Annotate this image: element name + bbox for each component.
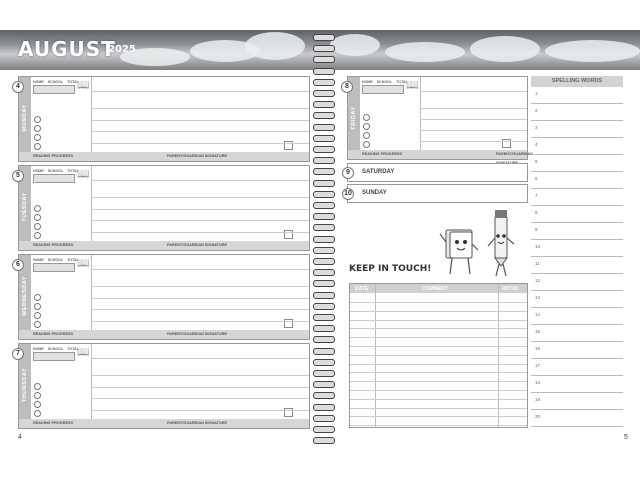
spiral-ring	[312, 236, 334, 241]
spiral-ring	[312, 101, 334, 106]
writing-line[interactable]	[91, 180, 309, 181]
subject-circle[interactable]	[34, 125, 41, 132]
spiral-ring	[312, 68, 334, 73]
table-row[interactable]	[350, 346, 527, 347]
writing-line[interactable]	[420, 130, 527, 131]
subject-circle[interactable]	[34, 232, 41, 239]
subject-circle[interactable]	[363, 141, 370, 148]
spelling-number: 12	[535, 278, 541, 283]
spelling-row[interactable]	[531, 155, 623, 172]
writing-line[interactable]	[91, 286, 309, 287]
time-labels	[33, 169, 83, 173]
time-labels	[33, 347, 83, 351]
subject-circle[interactable]	[34, 303, 41, 310]
column-divider	[91, 166, 92, 241]
spiral-ring	[312, 56, 334, 61]
spiral-ring	[312, 191, 334, 196]
writing-line[interactable]	[91, 410, 309, 411]
home-label: HOME	[362, 80, 373, 84]
spelling-number: 4	[535, 142, 538, 147]
table-row[interactable]	[350, 364, 527, 365]
minutes-boxes[interactable]	[33, 85, 75, 94]
day-block	[18, 165, 310, 251]
spiral-ring	[312, 359, 334, 364]
spiral-ring	[312, 404, 334, 409]
spelling-row[interactable]	[531, 104, 623, 121]
spelling-number: 3	[535, 125, 538, 130]
day-block	[18, 254, 310, 340]
spelling-row[interactable]	[531, 325, 623, 342]
signature-label: PARENT/GUARDIAN	[496, 152, 533, 156]
writing-line[interactable]	[420, 141, 527, 142]
keep-in-touch-table	[349, 283, 528, 428]
spiral-ring	[312, 280, 334, 285]
column-divider	[91, 77, 92, 152]
writing-line[interactable]	[91, 387, 309, 388]
subject-circle[interactable]	[34, 223, 41, 230]
subject-circle[interactable]	[34, 143, 41, 150]
day-name: TUESDAY	[22, 192, 28, 222]
day-name: SATURDAY	[362, 169, 395, 175]
writing-line[interactable]	[91, 309, 309, 310]
table-row[interactable]	[350, 390, 527, 391]
writing-line[interactable]	[91, 120, 309, 121]
subject-circle[interactable]	[34, 214, 41, 221]
spiral-ring	[312, 146, 334, 151]
open-book-icon: 📖	[77, 169, 90, 180]
writing-line[interactable]	[91, 143, 309, 144]
subject-circle[interactable]	[363, 114, 370, 121]
subject-circle[interactable]	[34, 116, 41, 123]
spiral-ring	[312, 112, 334, 117]
spelling-row[interactable]	[531, 393, 623, 410]
table-row[interactable]	[350, 399, 527, 400]
writing-line[interactable]	[420, 91, 527, 92]
table-row[interactable]	[350, 328, 527, 329]
table-row[interactable]	[350, 302, 527, 303]
spelling-row[interactable]	[531, 138, 623, 155]
spelling-number: 11	[535, 261, 540, 266]
spiral-ring	[312, 269, 334, 274]
year-label: 2025	[108, 44, 136, 55]
signature-label: PARENT/GUARDIAN SIGNATURE	[167, 154, 227, 158]
spiral-ring	[312, 314, 334, 319]
spelling-number: 15	[535, 329, 541, 334]
day-number: 6	[12, 259, 24, 271]
day-name: THURSDAY	[22, 367, 28, 403]
spiral-ring	[312, 135, 334, 140]
column-header-date: DATE	[355, 285, 369, 292]
writing-line[interactable]	[91, 375, 309, 376]
subject-circle[interactable]	[34, 401, 41, 408]
home-label: HOME	[33, 347, 44, 351]
spelling-row[interactable]	[531, 189, 623, 206]
spelling-number: 2	[535, 108, 538, 113]
spiral-ring	[312, 381, 334, 386]
writing-line[interactable]	[91, 197, 309, 198]
school-label: SCHOOL	[47, 258, 64, 262]
minutes-boxes[interactable]	[362, 85, 404, 94]
writing-line[interactable]	[91, 269, 309, 270]
open-book-icon: 📖	[77, 347, 90, 358]
day-footer	[19, 152, 309, 161]
spiral-ring	[312, 247, 334, 252]
spelling-words-title: SPELLING WORDS	[531, 76, 623, 87]
spelling-number: 6	[535, 176, 538, 181]
spelling-number: 14	[535, 312, 541, 317]
spelling-row[interactable]	[531, 308, 623, 325]
spiral-ring	[312, 213, 334, 218]
signature-label: PARENT/GUARDIAN SIGNATURE	[167, 332, 227, 336]
spelling-number: 18	[535, 380, 541, 385]
page-number-right: 5	[624, 434, 628, 441]
spelling-number: 20	[535, 414, 541, 419]
page-number-left: 4	[18, 434, 22, 441]
writing-line[interactable]	[91, 321, 309, 322]
spelling-words-panel	[531, 76, 623, 428]
spiral-ring	[312, 168, 334, 173]
day-number: 7	[12, 348, 24, 360]
spelling-row[interactable]	[531, 342, 623, 359]
open-book-icon: 📖	[77, 258, 90, 269]
spelling-number: 7	[535, 193, 538, 198]
day-footer	[19, 330, 309, 339]
total-label: TOTAL	[67, 258, 79, 262]
school-label: SCHOOL	[47, 169, 64, 173]
writing-line[interactable]	[91, 108, 309, 109]
time-labels	[362, 80, 412, 84]
spelling-number: 10	[535, 244, 541, 249]
table-row[interactable]	[350, 408, 527, 409]
spelling-number: 9	[535, 227, 538, 232]
spiral-ring	[312, 370, 334, 375]
school-label: SCHOOL	[47, 80, 64, 84]
spelling-row[interactable]	[531, 257, 623, 274]
writing-line[interactable]	[420, 108, 527, 109]
reading-progress-label: READING PROGRESS	[33, 154, 74, 158]
spiral-ring	[312, 437, 334, 442]
subject-circle[interactable]	[34, 383, 41, 390]
day-number: 5	[12, 170, 24, 182]
reading-progress-label: READING PROGRESS	[33, 243, 74, 247]
home-label: HOME	[33, 169, 44, 173]
total-label: TOTAL	[67, 169, 79, 173]
day-name: WEDNESDAY	[22, 276, 28, 316]
home-label: HOME	[33, 258, 44, 262]
spelling-row[interactable]	[531, 410, 623, 427]
table-row[interactable]	[350, 320, 527, 321]
day-number: 10	[342, 188, 354, 200]
subject-circle[interactable]	[34, 134, 41, 141]
spiral-ring	[312, 258, 334, 263]
table-header	[350, 284, 527, 293]
spelling-row[interactable]	[531, 223, 623, 240]
column-divider	[91, 344, 92, 419]
subject-circle[interactable]	[34, 294, 41, 301]
time-labels	[33, 80, 83, 84]
day-name: SUNDAY	[362, 190, 387, 196]
spelling-row[interactable]	[531, 206, 623, 223]
column-header-initial: INITIAL	[502, 285, 520, 292]
day-number: 4	[12, 81, 24, 93]
spiral-ring	[312, 180, 334, 185]
column-divider	[91, 255, 92, 330]
day-footer	[348, 150, 533, 159]
table-row[interactable]	[350, 337, 527, 338]
writing-line[interactable]	[91, 358, 309, 359]
column-header-comment: COMMENT	[422, 285, 448, 292]
spiral-ring	[312, 336, 334, 341]
day-number: 8	[341, 81, 353, 93]
signature-label: PARENT/GUARDIAN SIGNATURE	[167, 243, 227, 247]
writing-line[interactable]	[91, 232, 309, 233]
spiral-ring	[312, 415, 334, 420]
month-title: AUGUST	[18, 37, 116, 61]
spelling-row[interactable]	[531, 291, 623, 308]
day-name: MONDAY	[22, 104, 28, 132]
spiral-ring	[312, 325, 334, 330]
spelling-number: 8	[535, 210, 538, 215]
writing-line[interactable]	[91, 91, 309, 92]
school-label: SCHOOL	[47, 347, 64, 351]
spelling-row[interactable]	[531, 240, 623, 257]
spelling-number: 17	[535, 363, 541, 368]
minutes-boxes[interactable]	[33, 263, 75, 272]
spiral-ring	[312, 426, 334, 431]
day-footer	[19, 419, 309, 428]
table-row[interactable]	[350, 381, 527, 382]
writing-line[interactable]	[91, 398, 309, 399]
writing-line[interactable]	[91, 298, 309, 299]
spelling-row[interactable]	[531, 359, 623, 376]
school-label: SCHOOL	[376, 80, 393, 84]
spelling-number: 5	[535, 159, 538, 164]
table-row[interactable]	[350, 355, 527, 356]
open-book-icon: 📖	[406, 80, 419, 91]
keep-in-touch-title: KEEP IN TOUCH!	[349, 264, 432, 274]
subject-circle[interactable]	[34, 205, 41, 212]
spiral-ring	[312, 124, 334, 129]
subject-circle[interactable]	[34, 321, 41, 328]
reading-progress-label: READING PROGRESS	[33, 332, 74, 336]
column-divider	[420, 77, 421, 150]
minutes-boxes[interactable]	[33, 352, 75, 361]
writing-line[interactable]	[91, 209, 309, 210]
spelling-row[interactable]	[531, 121, 623, 138]
total-label: TOTAL	[396, 80, 408, 84]
spelling-number: 19	[535, 397, 541, 402]
day-block	[18, 76, 310, 162]
writing-line[interactable]	[91, 220, 309, 221]
signature-label: PARENT/GUARDIAN SIGNATURE	[167, 421, 227, 425]
day-footer	[19, 241, 309, 250]
table-row[interactable]	[350, 416, 527, 417]
table-row[interactable]	[350, 425, 527, 426]
spiral-ring	[312, 202, 334, 207]
total-label: TOTAL	[67, 80, 79, 84]
spelling-row[interactable]	[531, 274, 623, 291]
table-row[interactable]	[350, 372, 527, 373]
sunday-row	[344, 184, 528, 203]
day-name: FRIDAY	[351, 106, 357, 130]
saturday-row	[347, 163, 528, 182]
spiral-ring	[312, 303, 334, 308]
day-block	[345, 76, 533, 160]
spiral-binding	[312, 30, 334, 450]
day-number: 9	[342, 167, 354, 179]
table-row[interactable]	[350, 311, 527, 312]
reading-progress-label: READING PROGRESS	[362, 152, 403, 156]
home-label: HOME	[33, 80, 44, 84]
day-block	[18, 343, 310, 429]
book-and-pencil-mascots-icon	[438, 206, 528, 278]
spiral-ring	[312, 157, 334, 162]
subject-circle[interactable]	[34, 392, 41, 399]
spelling-number: 16	[535, 346, 541, 351]
spelling-number: 13	[535, 295, 541, 300]
minutes-boxes[interactable]	[33, 174, 75, 183]
subject-circle[interactable]	[363, 132, 370, 139]
spiral-ring	[312, 292, 334, 297]
subject-circle[interactable]	[34, 410, 41, 417]
spiral-ring	[312, 45, 334, 50]
subject-circle[interactable]	[363, 123, 370, 130]
spelling-row[interactable]	[531, 376, 623, 393]
reading-progress-label: READING PROGRESS	[33, 421, 74, 425]
subject-circle[interactable]	[34, 312, 41, 319]
spiral-ring	[312, 392, 334, 397]
time-labels	[33, 258, 83, 262]
writing-line[interactable]	[91, 131, 309, 132]
spiral-ring	[312, 79, 334, 84]
spiral-ring	[312, 90, 334, 95]
spelling-number: 1	[535, 91, 538, 96]
spelling-row[interactable]	[531, 172, 623, 189]
writing-line[interactable]	[420, 119, 527, 120]
spiral-ring	[312, 348, 334, 353]
open-book-icon: 📖	[77, 80, 90, 91]
spelling-row[interactable]	[531, 87, 623, 104]
spiral-ring	[312, 224, 334, 229]
total-label: TOTAL	[67, 347, 79, 351]
spiral-ring	[312, 34, 334, 39]
